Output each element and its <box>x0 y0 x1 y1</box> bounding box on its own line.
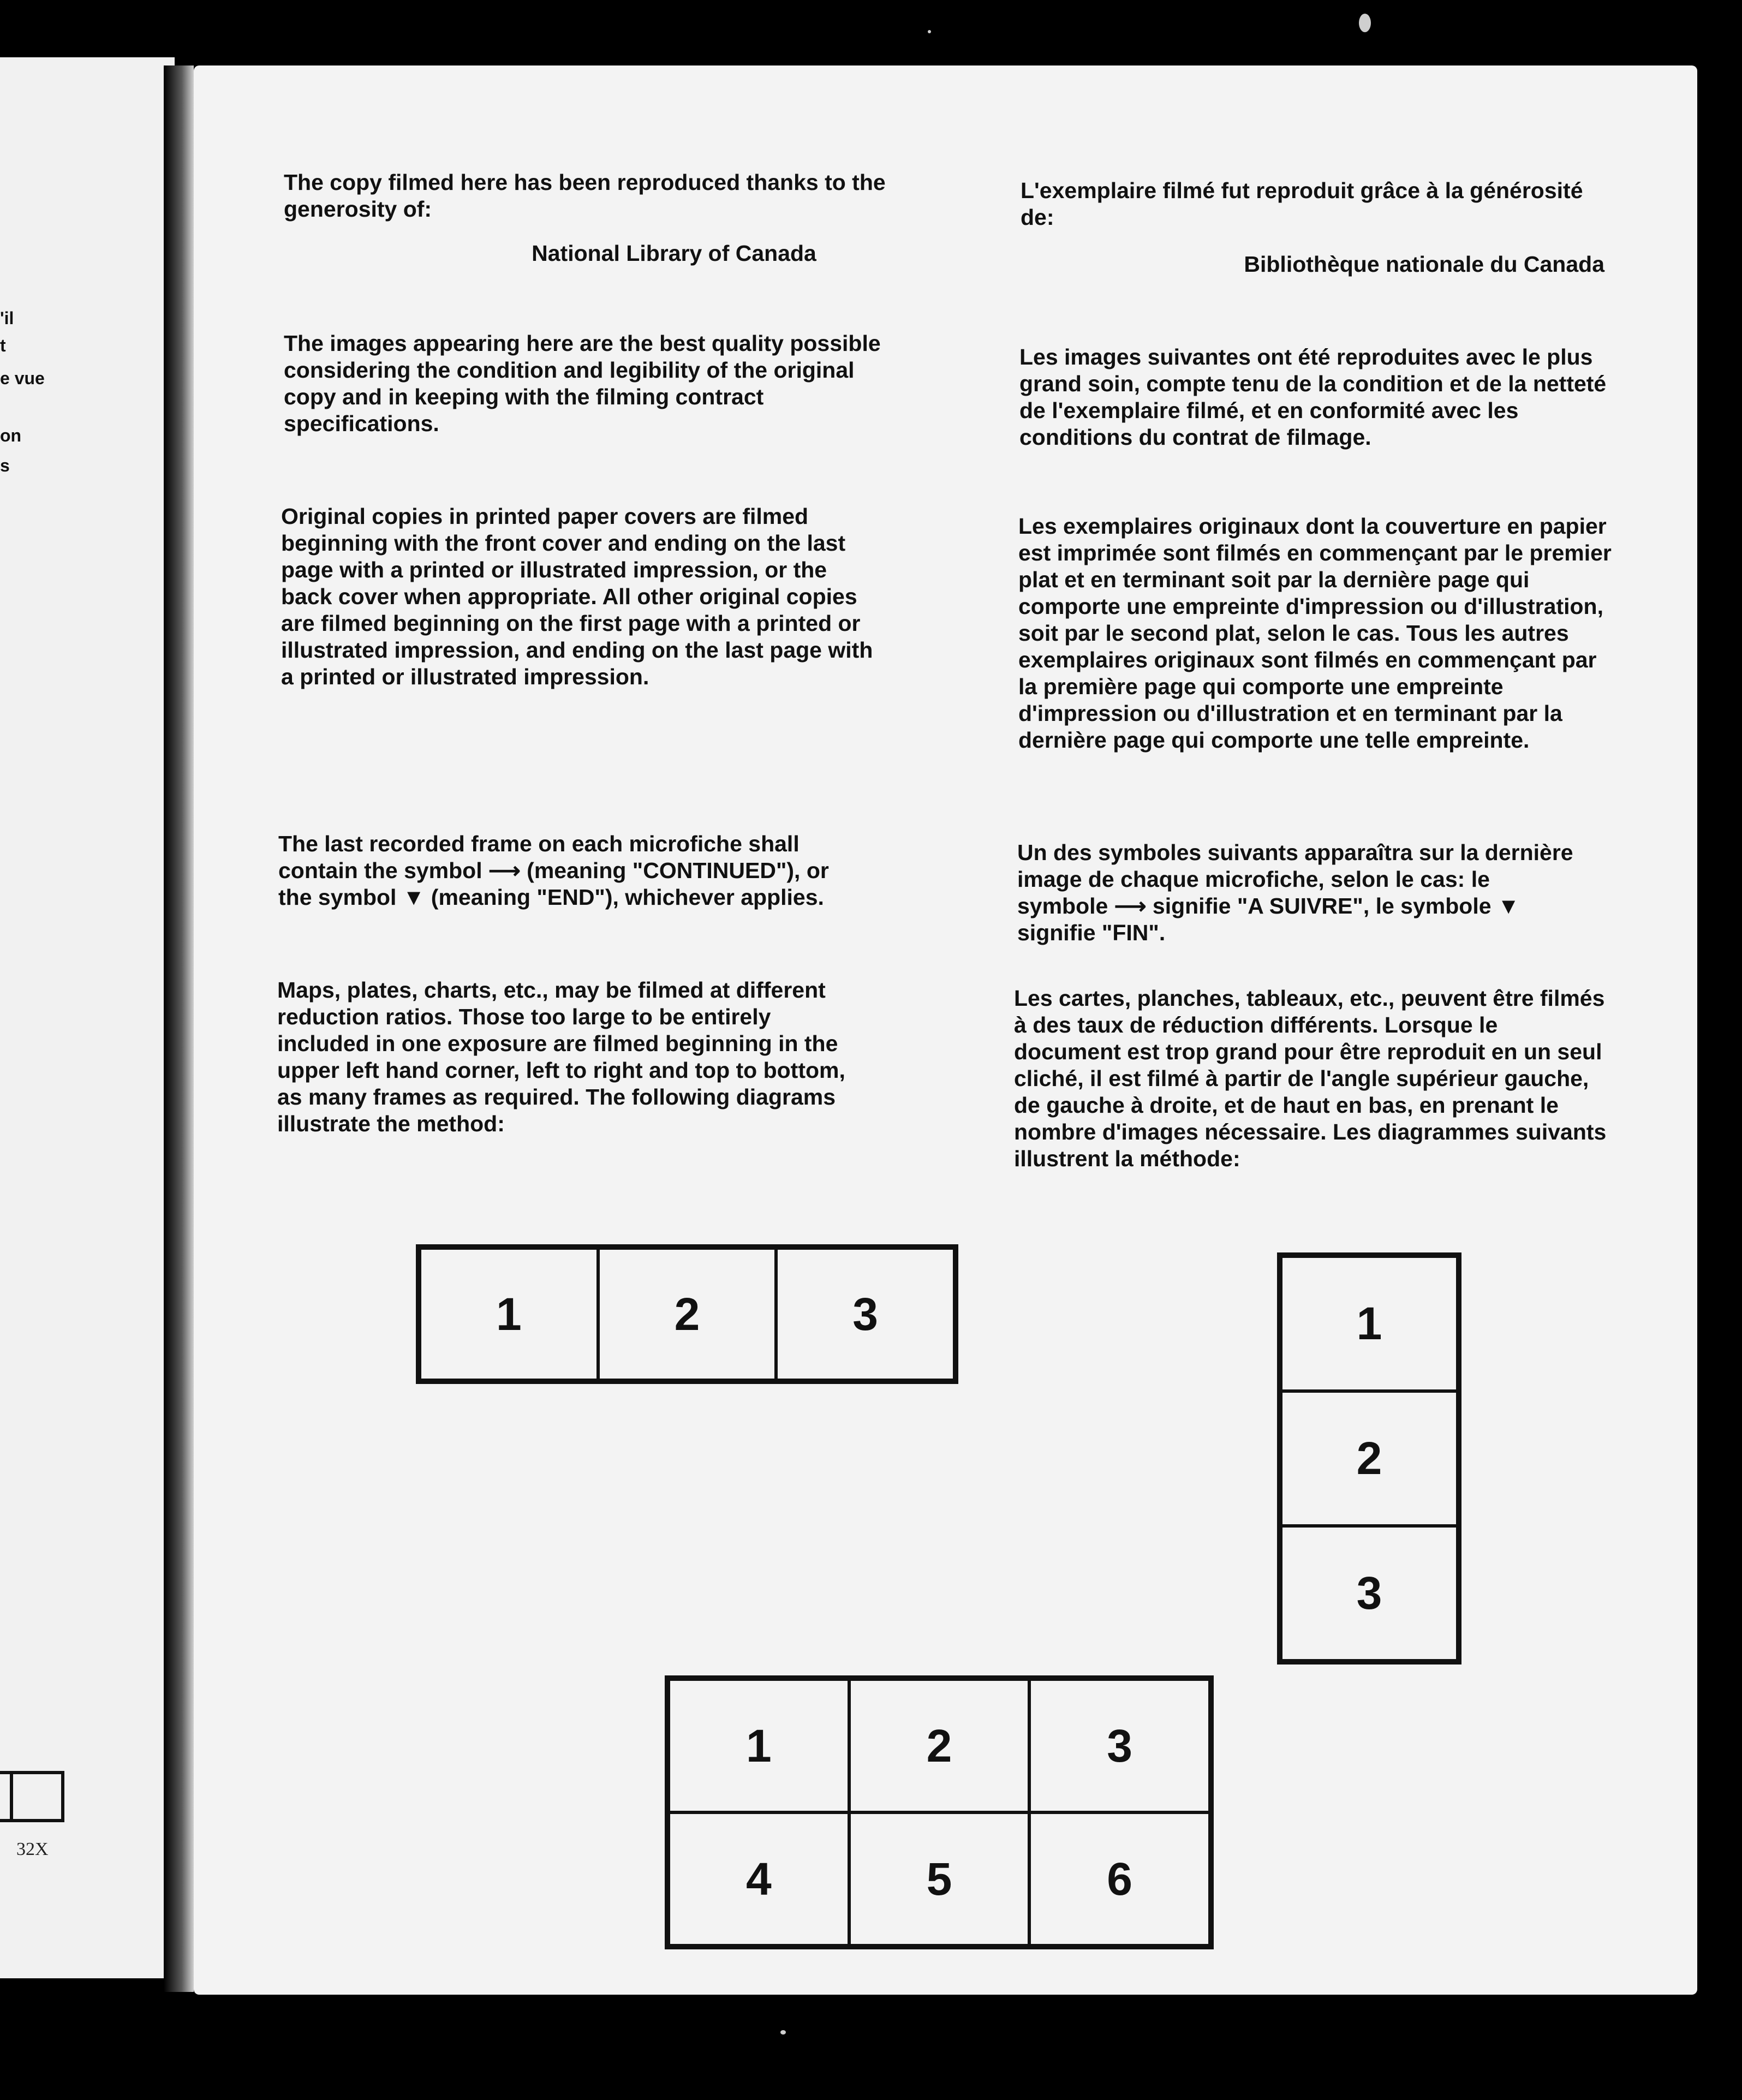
frame-cell: 5 <box>849 1812 1030 1946</box>
french-credit-text: L'exemplaire filmé fut reproduit grâce à la générosité de: <box>1021 178 1583 230</box>
english-institution: National Library of Canada <box>532 241 816 266</box>
frame-cell: 1 <box>669 1679 849 1812</box>
fragment: t <box>0 336 6 355</box>
english-credit-text: The copy filmed here has been reproduced thanks to the generosity of: <box>284 170 886 222</box>
fragment: on <box>0 426 22 445</box>
grid-frames-diagram <box>665 1675 1214 1949</box>
reduction-ratio-mark: 32X <box>16 1839 49 1859</box>
english-quality-paragraph: The images appearing here are the best quality possible considering the condition and legibility of the original copy and in keeping with the filming contract specifications. <box>284 331 881 436</box>
previous-page-edge <box>0 57 175 1978</box>
frame-cell: 2 <box>849 1679 1030 1812</box>
fragment: e vue <box>0 368 45 388</box>
french-maps-paragraph: Les cartes, planches, tableaux, etc., peuvent être filmés à des taux de réduction différents. Lorsque le document est trop grand pour être reproduit en un seul cliché, il est filmé à partir de l'angle supérieur gauche, de gauche à droite, et de haut en bas, en prenant le nombre d'images nécessaire. Les diagrammes suivants illustrent la méthode: <box>1014 986 1607 1171</box>
french-institution: Bibliothèque nationale du Canada <box>1244 252 1604 277</box>
diagram-cell <box>10 1771 64 1822</box>
fragment: 'il <box>0 308 14 328</box>
fragment: s <box>0 456 10 475</box>
frame-cell: 2 <box>598 1248 777 1380</box>
frame-cell: 1 <box>420 1248 598 1380</box>
dust-speck <box>780 2030 786 2035</box>
french-filming-order-paragraph: Les exemplaires originaux dont la couverture en papier est imprimée sont filmés en commençant par le premier plat et en terminant soit par la dernière page qui comporte une empreinte d'impression ou d'illustration, soit par le second plat, selon le cas. Tous les autres exemplaires originaux sont filmés en commençant par la première page qui comporte une empreinte d'impression ou d'illustration et en terminant par la dernière page qui comporte une telle empreinte. <box>1018 514 1612 753</box>
dust-speck <box>1359 14 1371 32</box>
french-quality-paragraph: Les images suivantes ont été reproduites avec le plus grand soin, compte tenu de la condition et de la netteté de l'exemplaire filmé, et en conformité avec les conditions du contrat de filmage. <box>1019 344 1607 450</box>
frame-cell: 2 <box>1281 1391 1458 1526</box>
dust-speck <box>928 30 931 33</box>
english-maps-paragraph: Maps, plates, charts, etc., may be filmed at different reduction ratios. Those too large to be entirely included in one exposure are filmed beginning in the upper left hand corner, left to right and top to bottom, as many frames as required. The following diagrams illustrate the method: <box>277 977 845 1136</box>
english-filming-order-paragraph: Original copies in printed paper covers are filmed beginning with the front cover and ending on the last page with a printed or illustrated impression, or the back cover when appropriate. All other original copies are filmed beginning on the first page with a printed or illustrated impression, and ending on the last page with a printed or illustrated impression. <box>281 504 873 689</box>
frame-cell: 1 <box>1281 1256 1458 1391</box>
frame-cell: 3 <box>776 1248 954 1380</box>
vertical-frames-diagram <box>1277 1252 1461 1665</box>
frame-cell: 3 <box>1029 1679 1210 1812</box>
frame-cell: 6 <box>1029 1812 1210 1946</box>
horizontal-frames-diagram <box>416 1244 958 1384</box>
frame-cell: 3 <box>1281 1526 1458 1661</box>
english-symbols-paragraph: The last recorded frame on each microfiche shall contain the symbol ⟶ (meaning "CONTINUED"), or the symbol ▼ (meaning "END"), whichever applies. <box>278 831 829 910</box>
french-symbols-paragraph: Un des symboles suivants apparaîtra sur la dernière image de chaque microfiche, selon le cas: le symbole ⟶ signifie "A SUIVRE", le symbole ▼ signifie "FIN". <box>1017 840 1573 945</box>
frame-cell: 4 <box>669 1812 849 1946</box>
left-page-diagram-fragment <box>0 1771 64 1825</box>
page-spine-shadow <box>164 65 194 1992</box>
